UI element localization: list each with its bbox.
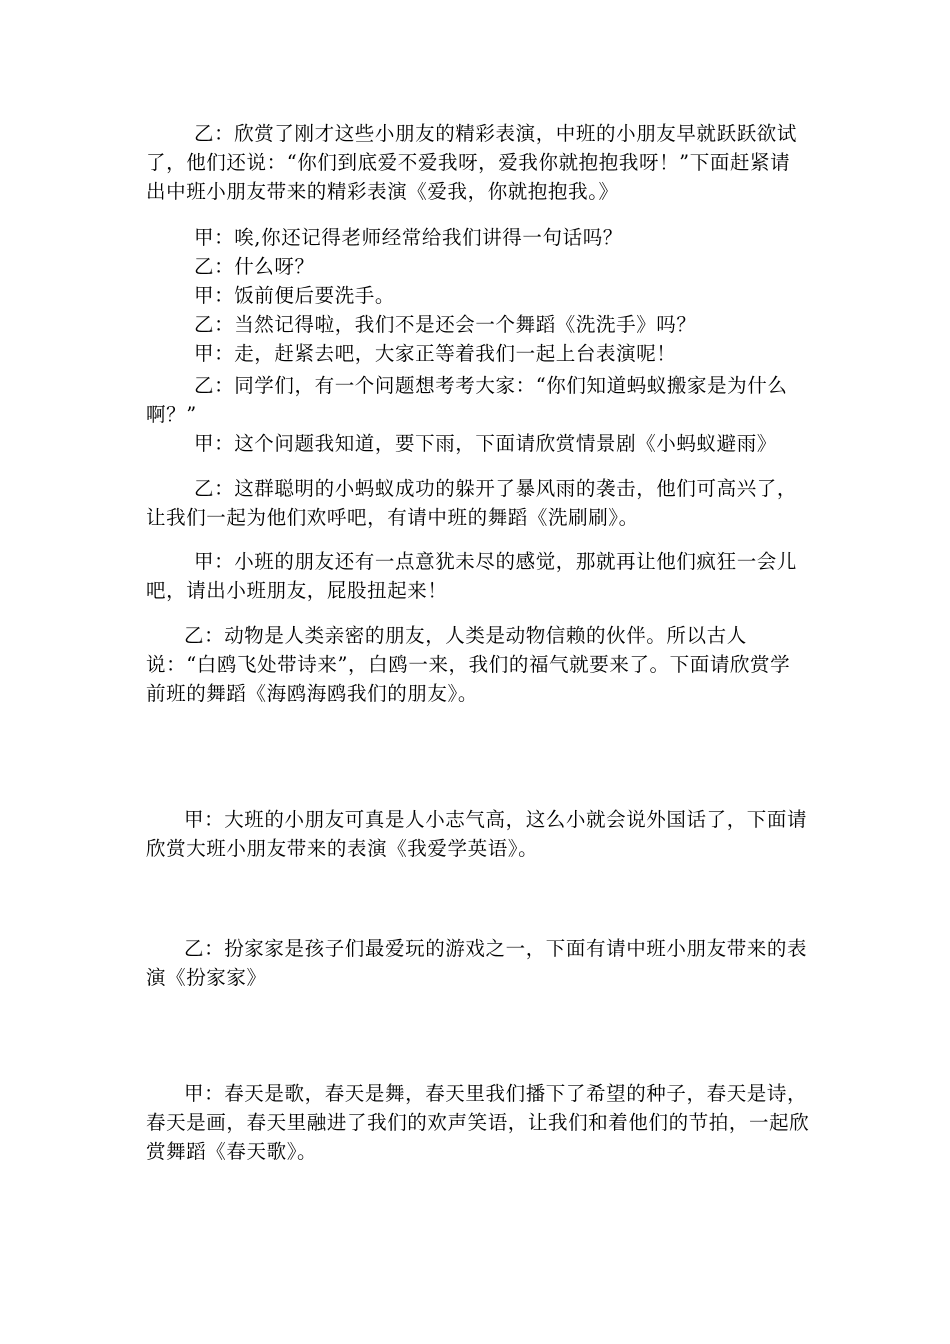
- dialogue-line-1: 甲：唉,你还记得老师经常给我们讲得一句话吗？: [194, 226, 623, 249]
- dialogue-line-4: 乙：当然记得啦，我们不是还会一个舞蹈《洗洗手》吗？: [194, 313, 697, 336]
- paragraph-p2b: 甲：这个问题我知道，要下雨，下面请欣赏情景剧《小蚂蚁避雨》: [194, 432, 777, 455]
- paragraph-p5: 乙：动物是人类亲密的朋友，人类是动物信赖的伙伴。所以古人说：“白鸥飞处带诗来”，白鸥一来，我们的福气就要来了。下面请欣赏学前班的舞蹈《海鸥海鸥我们的朋友》。: [146, 624, 791, 705]
- dialogue-line-5: 甲：走，赶紧去吧，大家正等着我们一起上台表演呢！: [194, 342, 677, 365]
- dialogue-line-3: 甲：饭前便后要洗手。: [194, 284, 396, 307]
- paragraph-p3: 乙：这群聪明的小蚂蚁成功的躲开了暴风雨的袭击，他们可高兴了，让我们一起为他们欢呼吧，有请中班的舞蹈《洗刷刷》。: [146, 477, 798, 529]
- paragraph-p2: 乙：同学们，有一个问题想考考大家：“你们知道蚂蚁搬家是为什么啊？”: [146, 374, 788, 426]
- dialogue-block: [146, 223, 810, 368]
- paragraph-p4: 甲：小班的朋友还有一点意犹未尽的感觉，那就再让他们疯狂一会儿吧，请出小班朋友，屁股扭起来！: [146, 550, 798, 602]
- dialogue-line-2: 乙：什么呀？: [194, 255, 315, 278]
- ant-question-block: [146, 371, 810, 458]
- paragraph-p7: 乙：扮家家是孩子们最爱玩的游戏之一，下面有请中班小朋友带来的表演《扮家家》: [146, 937, 808, 989]
- paragraph-p6: 甲：大班的小朋友可真是人小志气高，这么小就会说外国话了，下面请欣赏大班小朋友带来的表演《我爱学英语》。: [146, 808, 808, 860]
- paragraph-p8: 甲：春天是歌，春天是舞，春天里我们播下了希望的种子，春天是诗，春天是画，春天里融进了我们的欢声笑语，让我们和着他们的节拍，一起欣赏舞蹈《春天歌》。: [146, 1082, 810, 1163]
- paragraph-p1: 乙：欣赏了刚才这些小朋友的精彩表演，中班的小朋友早就跃跃欲试了，他们还说：“你们到底爱不爱我呀，爱我你就抱抱我呀！”下面赶紧请出中班小朋友带来的精彩表演《爱我，你就抱抱我。》: [146, 122, 798, 203]
